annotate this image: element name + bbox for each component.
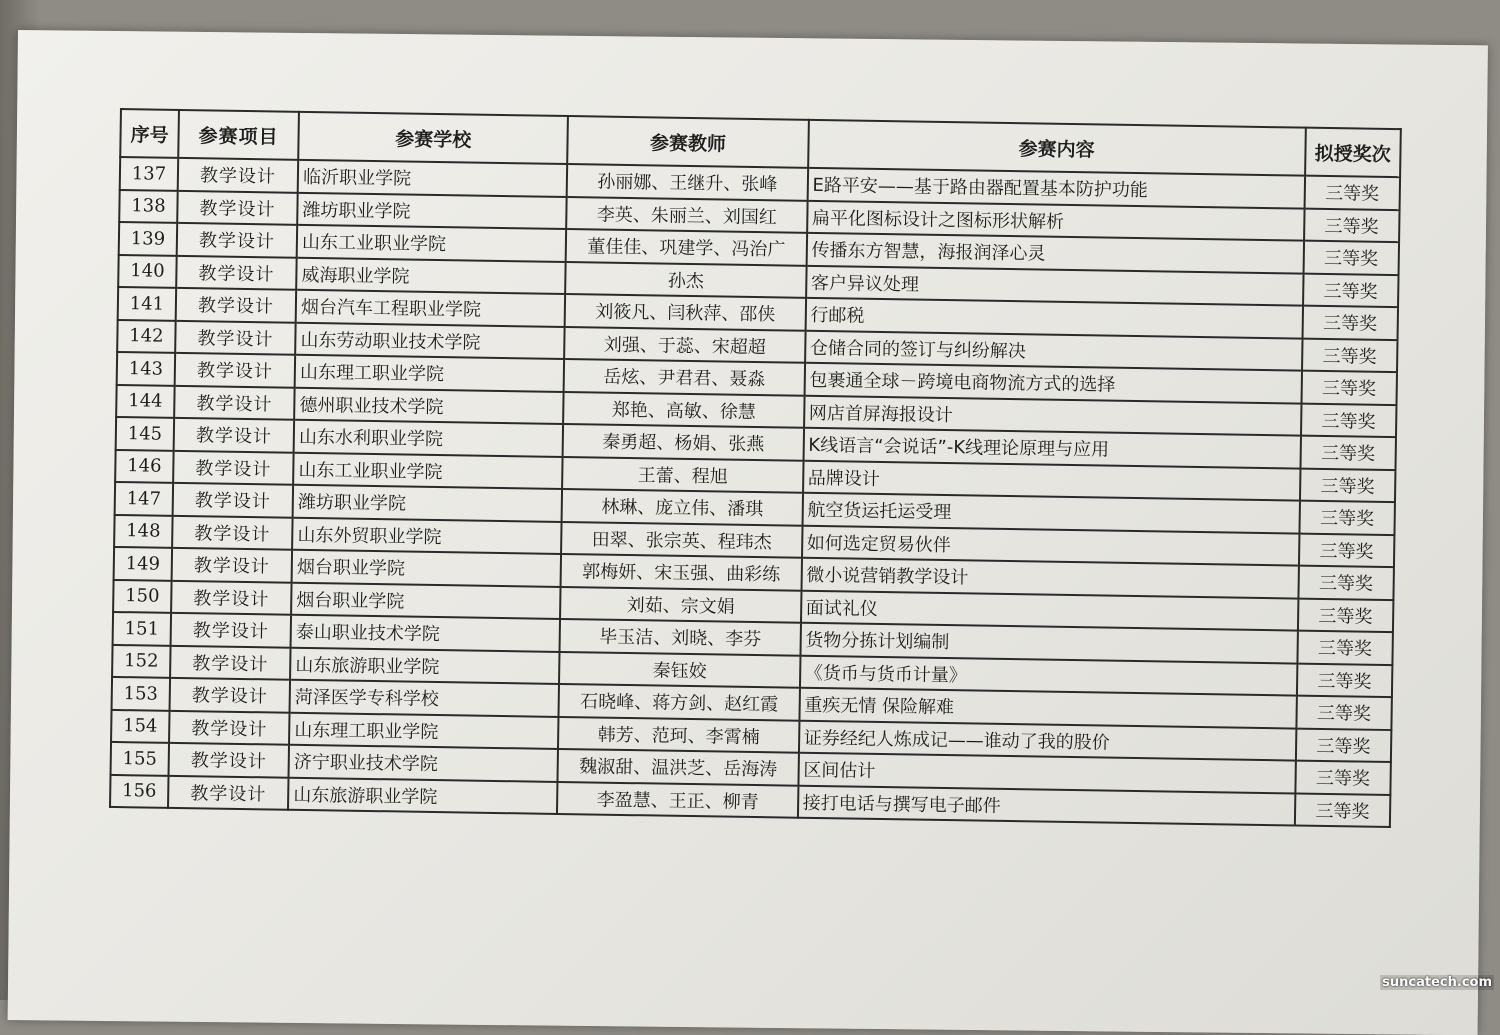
cell-content: 如何选定贸易伙伴 <box>802 525 1300 565</box>
cell-content: 面试礼仪 <box>801 590 1299 630</box>
cell-award: 三等奖 <box>1301 371 1397 405</box>
cell-project: 教学设计 <box>177 190 298 224</box>
header-teacher: 参赛教师 <box>568 116 809 168</box>
cell-no: 149 <box>114 547 172 580</box>
cell-school: 山东旅游职业学院 <box>288 777 558 814</box>
cell-project: 教学设计 <box>172 548 293 582</box>
cell-award: 三等奖 <box>1299 533 1395 567</box>
cell-content: K线语言“会说话”-K线理论原理与应用 <box>803 428 1301 468</box>
cell-no: 151 <box>113 612 171 645</box>
cell-no: 142 <box>117 319 175 352</box>
cell-no: 143 <box>117 352 175 385</box>
cell-award: 三等奖 <box>1296 728 1392 762</box>
header-no: 序号 <box>120 109 179 158</box>
cell-school: 山东旅游职业学院 <box>290 647 560 684</box>
cell-award: 三等奖 <box>1303 273 1399 307</box>
cell-project: 教学设计 <box>177 223 298 257</box>
cell-award: 三等奖 <box>1295 761 1391 795</box>
cell-school: 山东理工职业学院 <box>289 712 559 749</box>
awards-table <box>109 108 1402 828</box>
cell-no: 138 <box>119 190 177 223</box>
cell-award: 三等奖 <box>1300 468 1396 502</box>
cell-content: 重疾无情 保险解难 <box>799 688 1297 728</box>
cell-no: 144 <box>116 384 174 417</box>
cell-teacher: 刘茹、宗文娟 <box>560 586 801 622</box>
cell-school: 烟台汽车工程职业学院 <box>296 290 566 327</box>
cell-school: 山东外贸职业学院 <box>292 517 562 554</box>
cell-content: 客户异议处理 <box>806 265 1304 305</box>
cell-no: 141 <box>118 287 176 320</box>
cell-content: 证券经纪人炼成记——谁动了我的股价 <box>799 720 1297 760</box>
cell-no: 140 <box>118 254 176 287</box>
cell-project: 教学设计 <box>175 320 296 354</box>
cell-no: 137 <box>120 157 178 190</box>
cell-no: 152 <box>112 644 170 677</box>
cell-teacher: 秦勇超、杨娟、张燕 <box>563 424 804 460</box>
cell-teacher: 王蕾、程旭 <box>562 457 803 493</box>
cell-content: 微小说营销教学设计 <box>801 558 1299 598</box>
cell-school: 山东水利职业学院 <box>294 420 564 457</box>
cell-project: 教学设计 <box>178 158 299 192</box>
cell-content: 《货币与货币计量》 <box>800 655 1298 695</box>
cell-school: 泰山职业技术学院 <box>291 615 561 652</box>
cell-award: 三等奖 <box>1299 501 1395 535</box>
cell-teacher: 田翠、张宗英、程玮杰 <box>561 521 802 557</box>
cell-award: 三等奖 <box>1297 663 1393 697</box>
cell-teacher: 秦钰姣 <box>559 651 800 687</box>
cell-project: 教学设计 <box>170 678 291 712</box>
cell-no: 153 <box>112 677 170 710</box>
cell-project: 教学设计 <box>169 743 290 777</box>
cell-content: 接打电话与撰写电子邮件 <box>798 785 1296 825</box>
cell-school: 菏泽医学专科学校 <box>290 680 560 717</box>
cell-project: 教学设计 <box>176 288 297 322</box>
cell-school: 烟台职业学院 <box>292 550 562 587</box>
cell-project: 教学设计 <box>170 645 291 679</box>
header-project: 参赛项目 <box>178 110 299 160</box>
cell-no: 148 <box>114 514 172 547</box>
cell-award: 三等奖 <box>1297 631 1393 665</box>
cell-award: 三等奖 <box>1302 338 1398 372</box>
cell-school: 烟台职业学院 <box>291 582 561 619</box>
cell-teacher: 石晓峰、蒋方剑、赵红霞 <box>559 684 800 720</box>
cell-content: 货物分拣计划编制 <box>800 623 1298 663</box>
cell-no: 150 <box>113 579 171 612</box>
cell-award: 三等奖 <box>1295 793 1391 827</box>
cell-no: 147 <box>115 482 173 515</box>
cell-no: 154 <box>111 709 169 742</box>
cell-award: 三等奖 <box>1303 241 1399 275</box>
cell-content: E路平安——基于路由器配置基本防护功能 <box>807 168 1305 208</box>
cell-teacher: 岳炫、尹君君、聂淼 <box>564 359 805 395</box>
cell-content: 品牌设计 <box>803 460 1301 500</box>
cell-teacher: 李盈慧、王正、柳青 <box>557 781 798 817</box>
cell-award: 三等奖 <box>1298 566 1394 600</box>
cell-school: 山东理工职业学院 <box>295 355 565 392</box>
cell-teacher: 孙杰 <box>565 262 806 298</box>
watermark-text: suncatech.com <box>1382 975 1492 990</box>
cell-teacher: 魏淑甜、温洪芝、岳海涛 <box>558 749 799 785</box>
cell-content: 网店首屏海报设计 <box>804 395 1302 435</box>
cell-award: 三等奖 <box>1298 598 1394 632</box>
cell-teacher: 董佳佳、巩建学、冯治广 <box>566 229 807 265</box>
cell-award: 三等奖 <box>1304 176 1400 210</box>
cell-content: 仓储合同的签订与纠纷解决 <box>805 330 1303 370</box>
cell-project: 教学设计 <box>175 353 296 387</box>
cell-project: 教学设计 <box>172 515 293 549</box>
cell-content: 区间估计 <box>798 753 1296 793</box>
cell-school: 山东劳动职业技术学院 <box>295 322 565 359</box>
cell-school: 德州职业技术学院 <box>294 387 564 424</box>
cell-project: 教学设计 <box>173 450 294 484</box>
header-school: 参赛学校 <box>298 112 568 164</box>
cell-school: 济宁职业技术学院 <box>289 745 559 782</box>
cell-content: 包裹通全球－跨境电商物流方式的选择 <box>804 363 1302 403</box>
cell-teacher: 李英、朱丽兰、刘国红 <box>567 197 808 233</box>
cell-teacher: 孙丽娜、王继升、张峰 <box>567 164 808 200</box>
header-award: 拟授奖次 <box>1305 128 1401 177</box>
cell-school: 山东工业职业学院 <box>293 452 563 489</box>
cell-project: 教学设计 <box>171 580 292 614</box>
cell-teacher: 毕玉洁、刘晓、李芬 <box>560 619 801 655</box>
cell-school: 山东工业职业学院 <box>297 225 567 262</box>
cell-award: 三等奖 <box>1301 403 1397 437</box>
cell-project: 教学设计 <box>174 385 295 419</box>
cell-no: 139 <box>119 222 177 255</box>
cell-project: 教学设计 <box>176 255 297 289</box>
cell-project: 教学设计 <box>174 418 295 452</box>
cell-no: 145 <box>116 417 174 450</box>
cell-no: 155 <box>111 742 169 775</box>
cell-project: 教学设计 <box>173 483 294 517</box>
cell-school: 临沂职业学院 <box>298 160 568 197</box>
cell-teacher: 林琳、庞立伟、潘琪 <box>562 489 803 525</box>
cell-project: 教学设计 <box>169 710 290 744</box>
cell-award: 三等奖 <box>1304 208 1400 242</box>
cell-teacher: 刘强、于蕊、宋超超 <box>564 327 805 363</box>
cell-school: 潍坊职业学院 <box>293 485 563 522</box>
cell-school: 威海职业学院 <box>296 257 566 294</box>
cell-award: 三等奖 <box>1300 436 1396 470</box>
cell-project: 教学设计 <box>171 613 292 647</box>
cell-award: 三等奖 <box>1296 696 1392 730</box>
cell-no: 146 <box>115 449 173 482</box>
cell-teacher: 郭梅妍、宋玉强、曲彩练 <box>561 554 802 590</box>
cell-school: 潍坊职业学院 <box>297 192 567 229</box>
cell-teacher: 刘筱凡、闫秋萍、邵侠 <box>565 294 806 330</box>
cell-teacher: 郑艳、高敏、徐慧 <box>563 392 804 428</box>
cell-project: 教学设计 <box>168 775 289 809</box>
cell-award: 三等奖 <box>1302 306 1398 340</box>
cell-teacher: 韩芳、范珂、李霄楠 <box>558 716 799 752</box>
cell-content: 航空货运托运受理 <box>802 493 1300 533</box>
cell-content: 传播东方智慧，海报润泽心灵 <box>806 233 1304 273</box>
cell-no: 156 <box>110 774 168 807</box>
header-content: 参赛内容 <box>808 120 1306 176</box>
cell-content: 行邮税 <box>805 298 1303 338</box>
cell-content: 扁平化图标设计之图标形状解析 <box>807 200 1305 240</box>
